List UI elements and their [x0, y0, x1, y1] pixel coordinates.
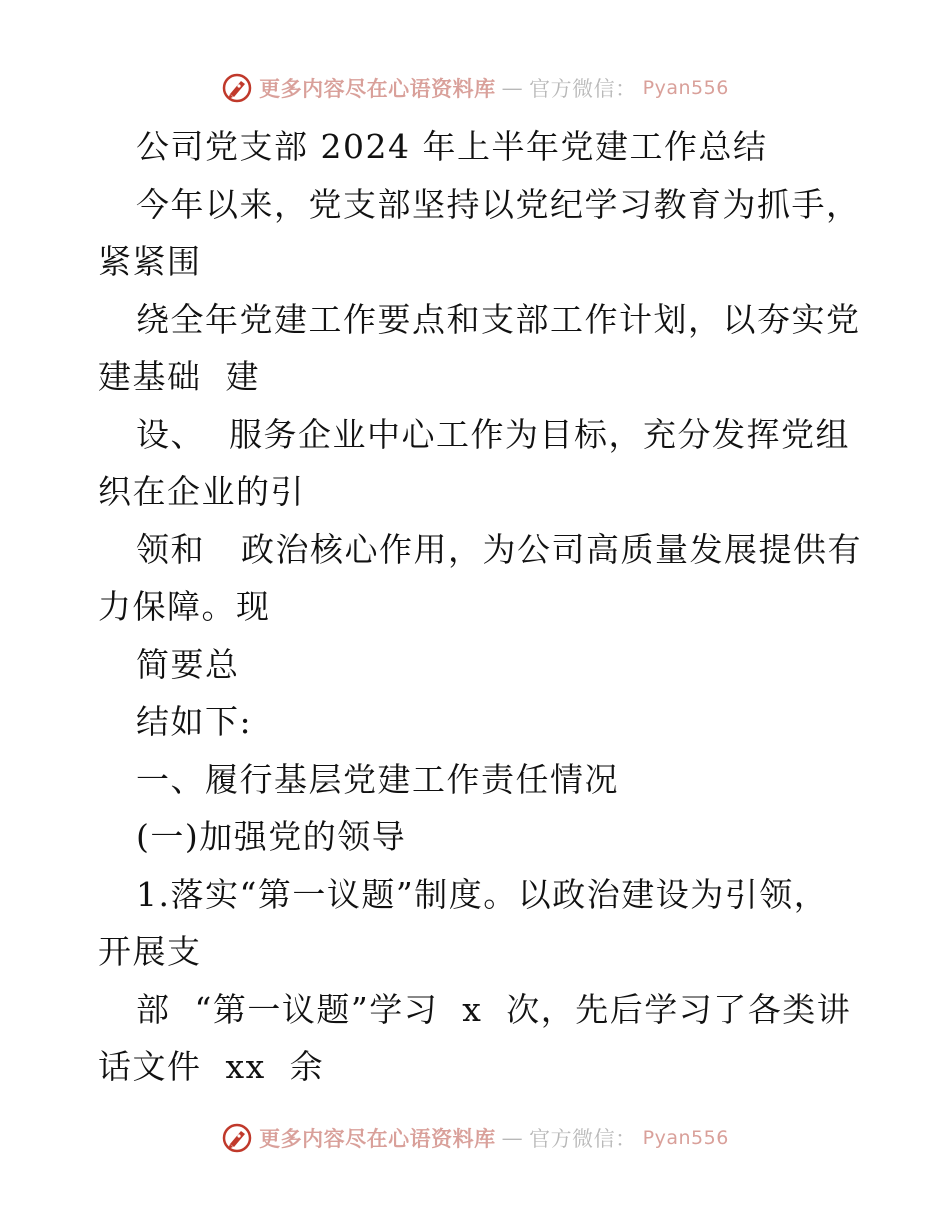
watermark-wechat-label: 官方微信： — [529, 77, 637, 101]
text-line: 1.落实“第一议题”制度。以政治建设为引领， — [136, 874, 829, 914]
watermark-separator: — — [501, 1126, 524, 1150]
text-line: 开展支 — [98, 932, 202, 971]
text-line: 领和 政治核心作用，为公司高质量发展提供有 — [136, 529, 862, 569]
watermark-wechat-id: Pyan556 — [642, 1127, 729, 1149]
text-line: 设、 服务企业中心工作为目标，充分发挥党组 — [136, 414, 850, 454]
text-line: 今年以来，党支部坚持以党纪学习教育为抓手， — [136, 184, 861, 224]
text-line: 结如下: — [136, 702, 253, 741]
footer-watermark — [0, 1122, 950, 1154]
text-line: 话文件 xx 余 — [98, 1047, 325, 1086]
header-watermark — [0, 72, 950, 104]
text-line: 建基础 建 — [98, 357, 260, 396]
subsection-heading: (一)加强党的领导 — [136, 817, 407, 856]
pen-nib-logo-icon — [221, 1122, 253, 1154]
text-line: 简要总 — [136, 644, 240, 684]
text-line: 紧紧围 — [98, 242, 202, 281]
pen-nib-logo-icon — [221, 72, 253, 104]
watermark-slogan: 更多内容尽在心语资料库 — [259, 1126, 496, 1151]
text-line: 绕全年党建工作要点和支部工作计划，以夯实党 — [136, 299, 861, 339]
text-line: 部 “第一议题”学习 x 次，先后学习了各类讲 — [136, 989, 852, 1029]
watermark-wechat-id: Pyan556 — [642, 77, 729, 99]
text-line: 织在企业的引 — [98, 472, 305, 511]
watermark-wechat-label: 官方微信： — [529, 1127, 637, 1151]
watermark-slogan: 更多内容尽在心语资料库 — [259, 76, 496, 101]
watermark-separator: — — [501, 76, 524, 100]
text-line: 力保障。现 — [98, 587, 271, 626]
section-heading: 一、履行基层党建工作责任情况 — [136, 759, 619, 799]
document-body — [98, 118, 868, 1096]
document-title: 公司党支部 2024 年上半年党建工作总结 — [136, 127, 768, 166]
